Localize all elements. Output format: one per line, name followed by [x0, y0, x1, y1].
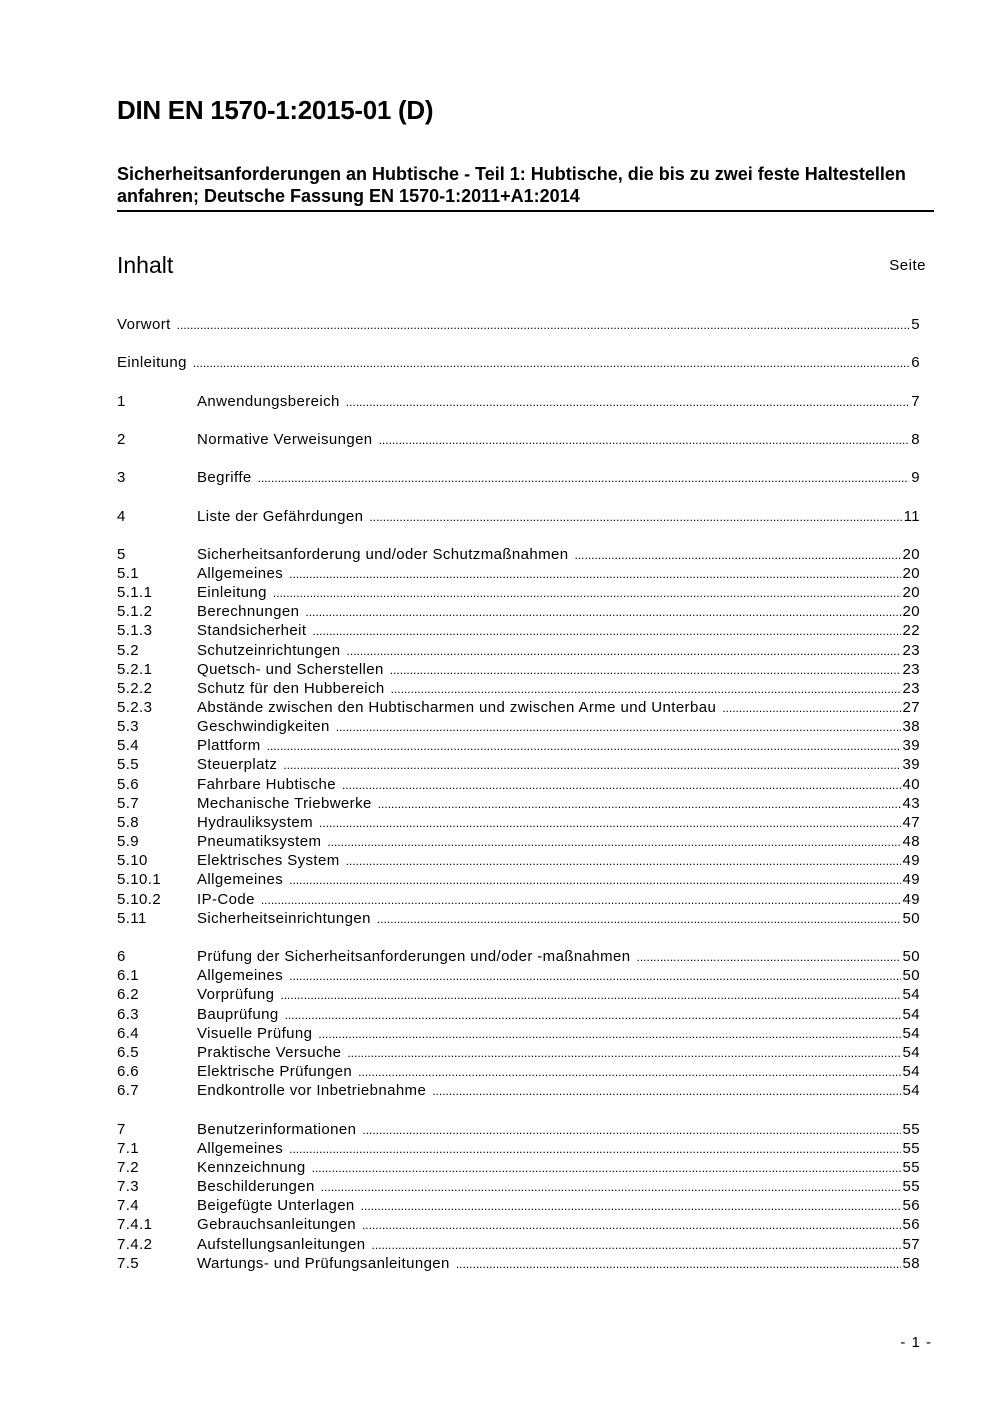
toc-dot-leader	[390, 661, 901, 680]
toc-entry-page: 11	[903, 508, 920, 525]
toc-entry-page: 55	[902, 1159, 920, 1176]
toc-entry-page: 49	[902, 891, 920, 908]
toc-entry[interactable]	[117, 985, 920, 1004]
toc-entry-title: Allgemeines	[197, 1140, 284, 1157]
toc-dot-leader	[312, 1159, 901, 1178]
toc-entry-title: Beigefügte Unterlagen	[197, 1197, 355, 1214]
toc-entry-page: 20	[902, 565, 920, 582]
toc-entry[interactable]	[117, 660, 920, 679]
toc-entry[interactable]	[117, 1139, 920, 1158]
toc-dot-leader	[432, 1082, 900, 1101]
toc-dot-leader	[318, 1025, 900, 1044]
toc-entry-title: IP-Code	[197, 891, 255, 908]
toc-dot-leader	[346, 852, 901, 871]
toc-entry-page: 39	[902, 756, 920, 773]
toc-entry[interactable]	[117, 392, 920, 411]
toc-entry-page: 5	[911, 316, 920, 333]
toc-dot-leader	[336, 718, 901, 737]
toc-entry-page: 54	[902, 1044, 920, 1061]
toc-entry-title: Schutz für den Hubbereich	[197, 680, 385, 697]
toc-entry-number: 5.6	[117, 776, 140, 793]
toc-dot-leader	[342, 776, 901, 795]
toc-entry-page: 43	[902, 795, 920, 812]
toc-entry-title: Visuelle Prüfung	[197, 1025, 313, 1042]
toc-entry[interactable]	[117, 698, 920, 717]
toc-entry-page: 54	[902, 1063, 920, 1080]
toc-entry-page: 54	[902, 986, 920, 1003]
toc-entry-title: Liste der Gefährdungen	[197, 508, 364, 525]
toc-entry[interactable]	[117, 641, 920, 660]
toc-entry-number: 3	[117, 469, 126, 486]
toc-entry-page: 23	[902, 661, 920, 678]
toc-entry-number: 5.10.1	[117, 871, 162, 888]
toc-entry-page: 20	[902, 584, 920, 601]
toc-entry[interactable]	[117, 602, 920, 621]
toc-entry-number: 5.1.2	[117, 603, 153, 620]
toc-entry-title: Schutzeinrichtungen	[197, 642, 341, 659]
toc-dot-leader	[177, 316, 910, 335]
toc-entry-title: Sicherheitseinrichtungen	[197, 910, 371, 927]
toc-dot-leader	[346, 393, 910, 412]
toc-dot-leader	[319, 814, 900, 833]
toc-entry-page: 20	[902, 546, 920, 563]
toc-entry-number: 6.3	[117, 1006, 140, 1023]
toc-entry-title: Geschwindigkeiten	[197, 718, 330, 735]
toc-entry-title: Allgemeines	[197, 871, 284, 888]
toc-dot-leader	[637, 948, 901, 967]
toc-dot-leader	[261, 891, 901, 910]
toc-entry-number: 1	[117, 393, 126, 410]
toc-entry-title: Fahrbare Hubtische	[197, 776, 336, 793]
toc-entry-title: Einleitung	[197, 584, 267, 601]
toc-entry-number: 5	[117, 546, 126, 563]
toc-entry-number: 6.7	[117, 1082, 140, 1099]
toc-entry-number: 4	[117, 508, 126, 525]
toc-entry-number: 6.1	[117, 967, 140, 984]
toc-dot-leader	[362, 1216, 901, 1235]
toc-entry[interactable]	[117, 947, 920, 966]
toc-entry[interactable]	[117, 1005, 920, 1024]
toc-dot-leader	[312, 622, 900, 641]
toc-dot-leader	[321, 1178, 901, 1197]
toc-entry-page: 27	[902, 699, 920, 716]
toc-entry-page: 55	[902, 1140, 920, 1157]
toc-entry[interactable]	[117, 870, 920, 889]
toc-entry-title: Abstände zwischen den Hubtischarmen und zwischen Arme und Unterbau	[197, 699, 717, 716]
toc-dot-leader	[372, 1236, 901, 1255]
toc-entry-number: 5.2.1	[117, 661, 153, 678]
toc-entry[interactable]	[117, 717, 920, 736]
toc-entry-page: 22	[902, 622, 920, 639]
toc-dot-leader	[327, 833, 900, 852]
toc-entry-number: 7.4	[117, 1197, 140, 1214]
toc-entry-title: Benutzerinformationen	[197, 1121, 357, 1138]
toc-entry[interactable]	[117, 890, 920, 909]
toc-entry-page: 20	[902, 603, 920, 620]
toc-entry[interactable]	[117, 564, 920, 583]
toc-entry-title: Endkontrolle vor Inbetriebnahme	[197, 1082, 427, 1099]
toc-dot-leader	[289, 565, 900, 584]
toc-entry-page: 9	[911, 469, 920, 486]
toc-entry-page: 54	[902, 1025, 920, 1042]
toc-dot-leader	[285, 1006, 901, 1025]
toc-entry-title: Anwendungsbereich	[197, 393, 340, 410]
toc-entry[interactable]	[117, 468, 920, 487]
toc-entry-page: 6	[911, 354, 920, 371]
toc-entry-title: Standsicherheit	[197, 622, 307, 639]
toc-entry-title: Hydrauliksystem	[197, 814, 314, 831]
toc-entry-page: 48	[902, 833, 920, 850]
toc-entry-number: 7.4.1	[117, 1216, 153, 1233]
toc-entry-number: 7.1	[117, 1140, 140, 1157]
toc-entry[interactable]	[117, 832, 920, 851]
toc-entry-title: Begriffe	[197, 469, 252, 486]
toc-entry[interactable]	[117, 315, 920, 334]
toc-entry-page: 39	[902, 737, 920, 754]
toc-entry-title: Sicherheitsanforderung und/oder Schutzmaßnahmen	[197, 546, 569, 563]
toc-entry-number: 5.2.2	[117, 680, 153, 697]
toc-dot-leader	[358, 1063, 900, 1082]
toc-entry[interactable]	[117, 679, 920, 698]
toc-entry[interactable]	[117, 1024, 920, 1043]
toc-entry-number: 7.3	[117, 1178, 140, 1195]
toc-entry[interactable]	[117, 1120, 920, 1139]
toc-entry-title: Pneumatiksystem	[197, 833, 322, 850]
toc-dot-leader	[379, 431, 910, 450]
toc-entry-number: 6	[117, 948, 126, 965]
toc-entry[interactable]	[117, 353, 920, 372]
toc-entry-title: Quetsch- und Scherstellen	[197, 661, 384, 678]
toc-dot-leader	[258, 469, 910, 488]
toc-entry-page: 54	[902, 1006, 920, 1023]
toc-dot-leader	[289, 967, 900, 986]
toc-entry-page: 54	[902, 1082, 920, 1099]
toc-entry-page: 56	[902, 1197, 920, 1214]
toc-entry[interactable]	[117, 1177, 920, 1196]
toc-entry-number: 6.2	[117, 986, 140, 1003]
toc-entry-title: Gebrauchsanleitungen	[197, 1216, 356, 1233]
toc-dot-leader	[575, 546, 901, 565]
toc-entry-title: Vorprüfung	[197, 986, 275, 1003]
toc-entry[interactable]	[117, 775, 920, 794]
toc-entry-title: Allgemeines	[197, 967, 284, 984]
toc-dot-leader	[456, 1255, 901, 1274]
toc-entry-title: Allgemeines	[197, 565, 284, 582]
page-number-footer: - 1 -	[900, 1334, 932, 1351]
toc-entry-title: Plattform	[197, 737, 261, 754]
toc-entry[interactable]	[117, 966, 920, 985]
toc-entry-page: 23	[902, 642, 920, 659]
toc-entry-page: 56	[902, 1216, 920, 1233]
page-column-label: Seite	[889, 257, 926, 274]
toc-entry[interactable]	[117, 1215, 920, 1234]
toc-entry-number: 5.1.3	[117, 622, 153, 639]
toc-entry-number: 5.2.3	[117, 699, 153, 716]
toc-entry-page: 49	[902, 852, 920, 869]
toc-entry-page: 58	[902, 1255, 920, 1272]
toc-entry[interactable]	[117, 430, 920, 449]
toc-heading: Inhalt	[117, 252, 174, 278]
toc-dot-leader	[361, 1197, 901, 1216]
toc-dot-leader	[267, 737, 901, 756]
toc-entry[interactable]	[117, 1062, 920, 1081]
toc-entry-title: Kennzeichnung	[197, 1159, 306, 1176]
toc-entry-page: 8	[911, 431, 920, 448]
toc-entry-title: Elektrisches System	[197, 852, 340, 869]
toc-entry-number: 6.4	[117, 1025, 140, 1042]
toc-entry-page: 23	[902, 680, 920, 697]
toc-dot-leader	[280, 986, 900, 1005]
toc-entry-page: 55	[902, 1121, 920, 1138]
toc-entry-page: 38	[902, 718, 920, 735]
toc-entry[interactable]	[117, 1196, 920, 1215]
toc-entry-title: Normative Verweisungen	[197, 431, 373, 448]
toc-dot-leader	[289, 1140, 900, 1159]
toc-dot-leader	[377, 910, 901, 929]
toc-entry-page: 57	[902, 1236, 920, 1253]
toc-entry-title: Vorwort	[117, 316, 171, 333]
toc-entry[interactable]	[117, 1158, 920, 1177]
toc-entry-title: Elektrische Prüfungen	[197, 1063, 353, 1080]
toc-entry-page: 50	[902, 910, 920, 927]
toc-entry[interactable]	[117, 545, 920, 564]
toc-dot-leader	[722, 699, 900, 718]
toc-entry-number: 5.8	[117, 814, 140, 831]
toc-entry[interactable]	[117, 794, 920, 813]
toc-entry-number: 5.10.2	[117, 891, 162, 908]
toc-entry-number: 5.1.1	[117, 584, 153, 601]
toc-entry[interactable]	[117, 1043, 920, 1062]
toc-dot-leader	[289, 871, 900, 890]
toc-dot-leader	[347, 642, 901, 661]
toc-dot-leader	[283, 756, 900, 775]
toc-entry-page: 50	[902, 967, 920, 984]
toc-entry-title: Steuerplatz	[197, 756, 278, 773]
toc-entry[interactable]	[117, 851, 920, 870]
toc-entry-number: 5.11	[117, 910, 147, 927]
toc-entry-number: 5.2	[117, 642, 140, 659]
toc-entry-number: 7.5	[117, 1255, 140, 1272]
toc-entry[interactable]	[117, 621, 920, 640]
toc-entry-title: Beschilderungen	[197, 1178, 315, 1195]
toc-entry[interactable]	[117, 736, 920, 755]
document-subtitle: Sicherheitsanforderungen an Hubtische - Teil 1: Hubtische, die bis zu zwei feste Haltestellen anfahren; Deutsche Fassung EN 1570-1:2011+A1:2014	[117, 164, 906, 206]
toc-dot-leader	[273, 584, 901, 603]
toc-entry[interactable]	[117, 583, 920, 602]
toc-entry-number: 5.9	[117, 833, 140, 850]
toc-entry[interactable]	[117, 813, 920, 832]
toc-entry-title: Aufstellungsanleitungen	[197, 1236, 366, 1253]
toc-dot-leader	[391, 680, 901, 699]
toc-entry-number: 5.10	[117, 852, 148, 869]
toc-entry-page: 40	[902, 776, 920, 793]
toc-entry[interactable]	[117, 507, 920, 526]
toc-dot-leader	[305, 603, 900, 622]
toc-entry-title: Mechanische Triebwerke	[197, 795, 372, 812]
toc-entry-number: 2	[117, 431, 126, 448]
document-title: DIN EN 1570-1:2015-01 (D)	[117, 95, 434, 125]
toc-entry-number: 7.2	[117, 1159, 140, 1176]
toc-entry-number: 5.5	[117, 756, 140, 773]
toc-entry-page: 55	[902, 1178, 920, 1195]
toc-entry-title: Wartungs- und Prüfungsanleitungen	[197, 1255, 450, 1272]
toc-entry[interactable]	[117, 755, 920, 774]
toc-entry-number: 7	[117, 1121, 126, 1138]
toc-dot-leader	[193, 354, 909, 373]
toc-entry-page: 7	[911, 393, 920, 410]
toc-entry-number: 5.7	[117, 795, 140, 812]
toc-entry-page: 49	[902, 871, 920, 888]
toc-entry-number: 5.4	[117, 737, 140, 754]
toc-entry-title: Berechnungen	[197, 603, 300, 620]
toc-entry-number: 6.6	[117, 1063, 140, 1080]
toc-entry-page: 50	[902, 948, 920, 965]
toc-entry-title: Einleitung	[117, 354, 187, 371]
toc-entry[interactable]	[117, 909, 920, 928]
toc-dot-leader	[362, 1121, 900, 1140]
toc-entry-number: 6.5	[117, 1044, 140, 1061]
toc-entry[interactable]	[117, 1081, 920, 1100]
toc-entry-number: 7.4.2	[117, 1236, 153, 1253]
toc-entry-title: Prüfung der Sicherheitsanforderungen und/oder -maßnahmen	[197, 948, 631, 965]
toc-entry-title: Bauprüfung	[197, 1006, 279, 1023]
toc-dot-leader	[378, 795, 901, 814]
toc-entry[interactable]	[117, 1235, 920, 1254]
toc-entry[interactable]	[117, 1254, 920, 1273]
toc-entry-number: 5.1	[117, 565, 140, 582]
toc-dot-leader	[369, 508, 901, 527]
toc-dot-leader	[347, 1044, 900, 1063]
toc-entry-number: 5.3	[117, 718, 140, 735]
toc-entry-title: Praktische Versuche	[197, 1044, 342, 1061]
toc-entry-page: 47	[902, 814, 920, 831]
